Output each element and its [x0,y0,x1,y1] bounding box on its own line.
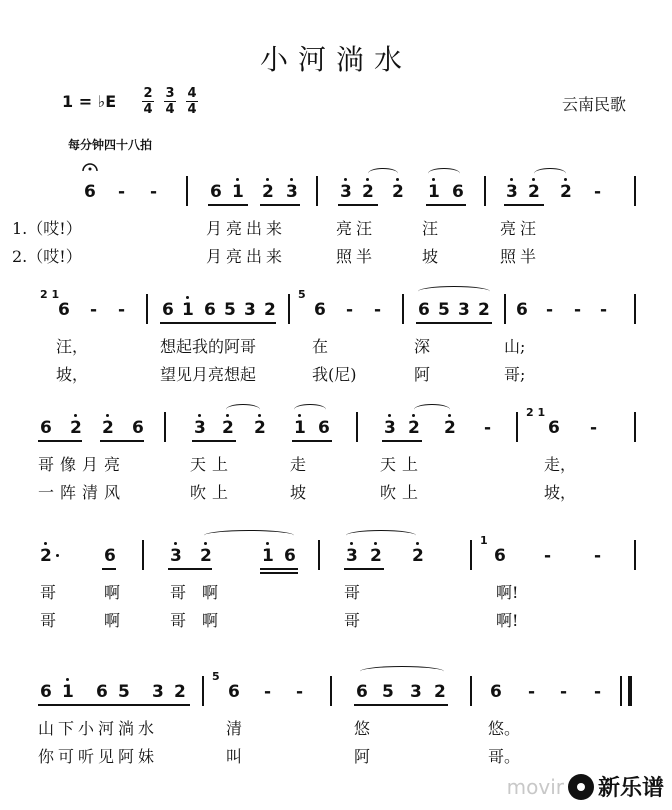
lyric-v2: 望见月亮想起 [160,365,257,384]
lyric-v2: 坡 [422,247,439,266]
lyric-v1: 悠。 [488,719,521,738]
lyric-v2: 你可听见阿妹 [38,747,159,766]
lyric-v1: 啊 [104,583,121,602]
lyric-v2: 坡 [290,483,307,502]
lyric-v1: 清 [226,719,243,738]
tempo-marking: 每分钟四十八拍 [68,138,153,152]
lyric-v1: 亮汪 [500,219,541,238]
watermark [507,771,664,802]
lyric-v1: 汪， [56,337,89,356]
lyric-v1: 哥像月亮 [38,455,127,474]
score-row-3 [0,406,672,502]
lyric-v1: 深 [414,337,431,356]
score-row-2 [0,288,672,384]
lyric-v2: 哥 [344,611,361,630]
lyric-v1: 啊! [496,583,519,602]
lyric-v2: 2.（哎!） [12,247,82,266]
song-origin: 云南民歌 [562,95,627,114]
lyric-v2: 啊 [104,611,121,630]
key-signature: 1 = ♭E [62,92,117,111]
lyric-v1: 悠 [354,719,371,738]
notation-line: 6 1 6 5 3 2 5 6 - - 6 5 3 2 6 - - - [0,676,672,704]
lyric-v2: 坡， [544,483,577,502]
lyric-v2: 哥 [40,611,57,630]
lyric-v1: 哥 [40,583,57,602]
lyric-v1: 山下小河淌水 [38,719,159,738]
lyric-v2: 一阵清风 [38,483,127,502]
lyric-v2: 坡， [56,365,89,384]
lyric-v2: 叫 [226,747,243,766]
lyric-v1: 想起我的阿哥 [160,337,257,356]
time-signatures [142,86,198,117]
lyric-v1: 哥啊 [170,583,235,602]
meter-4-4: $\frac{4}{4}$ [187,86,197,117]
lyric-v1: 在 [312,337,329,356]
lyric-v2: 啊! [496,611,519,630]
lyric-v1: 天上 [380,455,425,474]
meter-2-4: $\frac{2}{4}$ [143,86,153,117]
watermark-brand: 新乐谱 [597,776,664,801]
lyric-v1: 1.（哎!） [12,219,82,238]
fermata-icon [82,162,98,172]
notation-line: 6 2 2 6 3 2 2 1 6 3 2 2 - 2 1 6 - [0,412,672,440]
score-row-5 [0,670,672,766]
lyric-v2: 阿 [354,747,371,766]
lyric-v1: 走， [544,455,577,474]
lyric-v2: 哥。 [488,747,521,766]
lyric-v2: 哥啊 [170,611,235,630]
lyric-v2: 吹上 [190,483,235,502]
score-row-1 [0,176,672,266]
lyric-v1: 天上 [190,455,235,474]
lyric-v2: 阿 [414,365,431,384]
lyric-v2: 照半 [336,247,377,266]
notation-line: 2 1 6 - - 6 1 6 5 3 2 5 6 - - 6 5 3 2 6 - - - [0,294,672,322]
watermark-faint-text: movir [506,774,564,799]
lyric-v1: 汪 [422,219,439,238]
song-title: 小河淌水 [259,43,412,76]
lyric-v1: 月亮出来 [206,219,287,238]
lyric-v1: 哥 [344,583,361,602]
music-disc-icon [568,774,594,800]
lyric-v2: 照半 [500,247,541,266]
lyric-v1: 山; [504,337,526,356]
score-row-4 [0,534,672,630]
notation-line: 2 6 3 2 1 6 3 2 2 1 6 - - [0,540,672,568]
lyric-v2: 我(尼) [312,365,357,384]
lyric-v1: 亮汪 [336,219,377,238]
notation-line: 6 - - 6 1 2 3 3 2 2 1 6 3 2 2 - [0,176,672,204]
lyric-v2: 哥; [504,365,526,384]
lyric-v1: 走 [290,455,307,474]
lyric-v2: 吹上 [380,483,425,502]
lyric-v2: 月亮出来 [206,247,287,266]
meter-3-4: $\frac{3}{4}$ [165,86,175,117]
